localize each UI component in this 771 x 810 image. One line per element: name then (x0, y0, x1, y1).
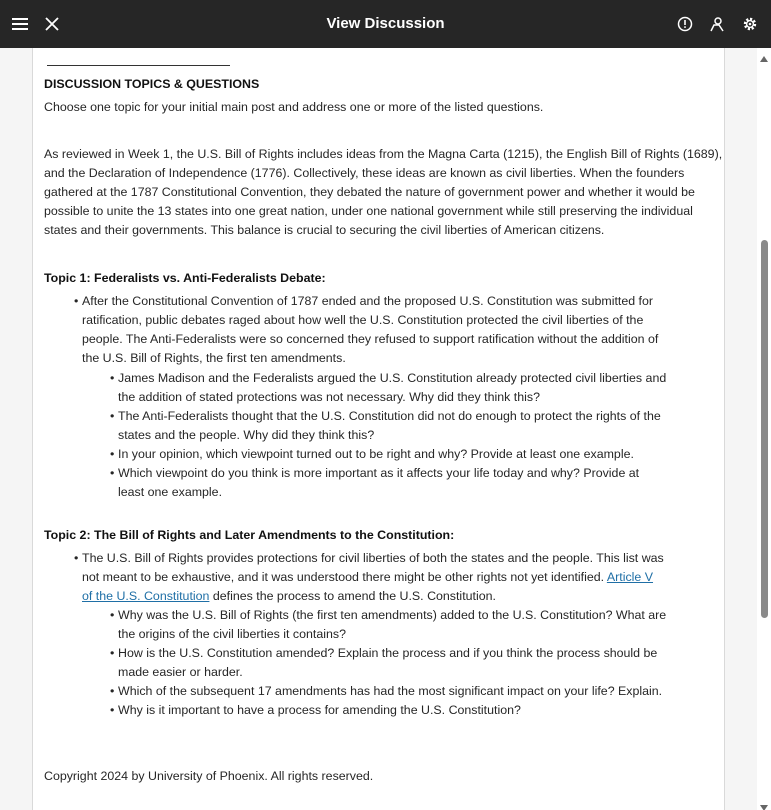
question-line: Why is it important to have a process for amending the U.S. Constitution? (118, 703, 521, 717)
question-line: James Madison and the Federalists argued the U.S. Constitution already protected civil liberties and (118, 371, 667, 385)
overview-line: possible to unite the 13 states into one great nation, under one national government while still preserving the individual (44, 204, 693, 218)
overview-line: As reviewed in Week 1, the U.S. Bill of Rights includes ideas from the Magna Carta (1215), the English Bill of Rights (1689), (44, 147, 723, 161)
divider (47, 65, 230, 66)
copyright-text: Copyright 2024 by University of Phoenix. All rights reserved. (44, 769, 374, 783)
question-line: the origins of the civil liberties it contains? (118, 627, 346, 641)
close-icon[interactable] (40, 0, 64, 48)
gear-icon[interactable] (739, 0, 761, 48)
article-v-link[interactable]: of the U.S. Constitution (82, 589, 210, 603)
bullet-dot: • (74, 294, 79, 308)
topic-1-question: • The Anti-Federalists thought that the U.S. Constitution did not do enough to protect the rights of the states and the people. Why did they think this? (118, 407, 661, 445)
discussion-content (34, 48, 724, 810)
article-v-link[interactable]: Article V (606, 570, 654, 584)
intro-text: Choose one topic for your initial main post and address one or more of the listed questions. (44, 100, 544, 114)
bullet-text: defines the process to amend the U.S. Constitution. (209, 589, 496, 603)
left-gutter (0, 48, 33, 810)
question-line: states and the people. Why did they think this? (118, 428, 375, 442)
hamburger-menu-icon[interactable] (8, 0, 32, 48)
topic-2-question: • Which of the subsequent 17 amendments has had the most significant impact on your life? Explain. (118, 682, 662, 701)
bullet-line: The U.S. Bill of Rights provides protections for civil liberties of both the states and the people. This list was (82, 551, 664, 565)
topic-2-question: • Why is it important to have a process for amending the U.S. Constitution? (118, 701, 521, 720)
question-line: The Anti-Federalists thought that the U.S. Constitution did not do enough to protect the rights of the (118, 409, 661, 423)
bullet-line: After the Constitutional Convention of 1787 ended and the proposed U.S. Constitution was submitted for (82, 294, 654, 308)
page-title: View Discussion (326, 15, 445, 32)
topic-1-heading: Topic 1: Federalists vs. Anti-Federalists Debate: (44, 271, 326, 285)
scrollbar-thumb[interactable] (761, 240, 768, 618)
question-line: In your opinion, which viewpoint turned out to be right and why? Provide at least one example. (118, 447, 634, 461)
overview-paragraph (44, 145, 723, 240)
topic-1-question: • Which viewpoint do you think is more important as it affects your life today and why? Provide at least one example. (118, 464, 639, 502)
bullet-line: the U.S. Bill of Rights, the first ten amendments. (82, 351, 346, 365)
topic-1-main-bullet (74, 292, 659, 368)
question-line: Which of the subsequent 17 amendments has had the most significant impact on your life? Explain. (118, 684, 663, 698)
question-line: least one example. (118, 485, 223, 499)
top-bar (0, 0, 771, 48)
scroll-up-arrow-icon[interactable] (760, 50, 768, 58)
overview-line: states and their governments. This balance is crucial to securing the civil liberties of American citizens. (44, 223, 605, 237)
overview-line: and the Declaration of Independence (1776). Collectively, these ideas are known as civil liberties. When the founders (44, 166, 685, 180)
bullet-line: people. The Anti-Federalists were so concerned they refused to support ratification without the addition of (82, 332, 659, 346)
topic-2-question: • How is the U.S. Constitution amended? Explain the process and if you think the process should be made easier or harder. (118, 644, 657, 682)
bullet-line: ratification, public debates raged about how well the U.S. Constitution protected the civil liberties of the (82, 313, 644, 327)
question-line: the addition of stated protections was not necessary. Why did they think this? (118, 390, 540, 404)
question-line: Why was the U.S. Bill of Rights (the first ten amendments) added to the U.S. Constitution? What are (118, 608, 667, 622)
topic-1-question: • James Madison and the Federalists argued the U.S. Constitution already protected civil liberties and the addition of stated protections was not necessary. Why did they think this? (118, 369, 666, 407)
question-line: Which viewpoint do you think is more important as it affects your life today and why? Provide at (118, 466, 640, 480)
info-icon[interactable] (674, 0, 696, 48)
topic-2-main-bullet: • The U.S. Bill of Rights provides protections for civil liberties of both the states and the people. This list was not meant to be exhaustive, and it was understood there might be other rights not yet identified. Article V of the U.S. Constitution defines the process to amend the U.S. Constitution. (82, 549, 664, 606)
question-line: How is the U.S. Constitution amended? Explain the process and if you think the process should be (118, 646, 658, 660)
topic-1-question: • In your opinion, which viewpoint turned out to be right and why? Provide at least one example. (118, 445, 634, 464)
topic-2-heading: Topic 2: The Bill of Rights and Later Amendments to the Constitution: (44, 528, 455, 542)
section-heading: DISCUSSION TOPICS & QUESTIONS (44, 77, 260, 91)
bullet-text: not meant to be exhaustive, and it was understood there might be other rights not yet identified. (82, 570, 605, 584)
topic-2-question: • Why was the U.S. Bill of Rights (the first ten amendments) added to the U.S. Constitution? What are the origins of the civil liberties it contains? (118, 606, 666, 644)
bullet-line (82, 568, 664, 587)
overview-line: gathered at the 1787 Constitutional Convention, they debated the nature of government power and whether it would be (44, 185, 695, 199)
question-line: made easier or harder. (118, 665, 243, 679)
right-gutter (724, 48, 757, 810)
bullet-line (82, 587, 664, 606)
scroll-down-arrow-icon[interactable] (760, 799, 768, 807)
people-icon[interactable] (706, 0, 728, 48)
